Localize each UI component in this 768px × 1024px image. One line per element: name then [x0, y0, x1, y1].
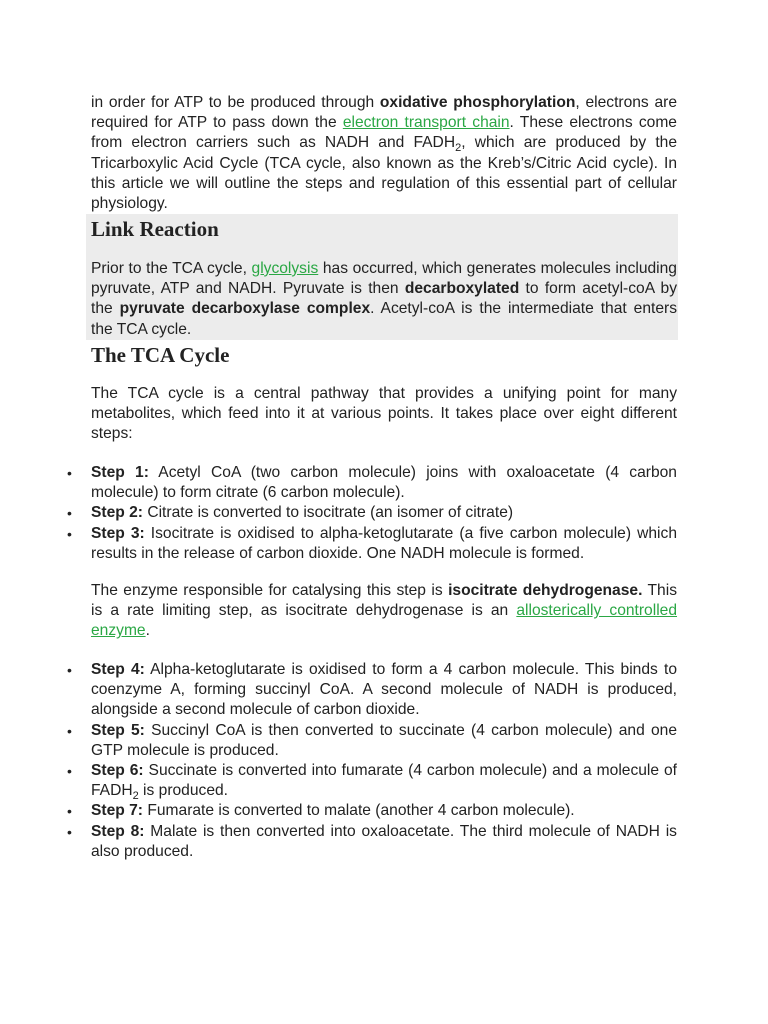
intro-text-4: , which are produced by the Tricarboxylic Acid Cycle (TCA cycle, also known as the Kreb’s/Citric Acid cycle). In this article we will outline the steps and regulation of this essential part of cellular physiology.: [91, 134, 677, 213]
intro-text-2: , electrons are required for ATP to pass down the: [91, 94, 678, 132]
step-label: Step 7:: [91, 802, 143, 820]
glycolysis-link[interactable]: glycolysis: [251, 260, 319, 277]
step-text: Fumarate is converted to malate (another 4 carbon molecule).: [143, 802, 575, 820]
step-label: Step 4:: [91, 661, 145, 678]
tca-steps-list-2: [91, 660, 677, 862]
intro-subscript: 2: [455, 142, 462, 155]
step-label: Step 3:: [91, 524, 145, 542]
step-text: Succinyl CoA is then converted to succinate (4 carbon molecule) and one GTP molecule is produced.: [91, 721, 677, 759]
step-text-2: is produced.: [138, 782, 229, 800]
tca-steps-list-1: [91, 463, 677, 564]
intro-paragraph: [91, 93, 677, 214]
enzyme-text-1: The enzyme responsible for catalysing this step is: [91, 582, 449, 599]
step-label: Step 1:: [91, 464, 149, 481]
step-text: Citrate is converted to isocitrate (an isomer of citrate): [143, 504, 514, 522]
step-label: Step 5:: [91, 721, 145, 739]
link-reaction-bold-complex: pyruvate decarboxylase complex: [119, 300, 371, 318]
electron-transport-chain-link[interactable]: electron transport chain: [342, 114, 510, 132]
enzyme-bold-name: isocitrate dehydrogenase.: [448, 582, 643, 599]
link-reaction-text-3: to form acetyl-coA by the: [91, 280, 677, 318]
step-text: Alpha-ketoglutarate is oxidised to form a 4 carbon molecule. This binds to coenzyme A, forming succinyl CoA. A second molecule of NADH is produced, alongside a second molecule of carbon dioxide.: [91, 661, 677, 719]
link-reaction-text-1: Prior to the TCA cycle,: [91, 260, 252, 277]
list-item: [91, 822, 677, 862]
step-text: Acetyl CoA (two carbon molecule) joins with oxaloacetate (4 carbon molecule) to form citrate (6 carbon molecule).: [91, 464, 677, 502]
allosterically-controlled-enzyme-link[interactable]: allosterically controlled enzyme: [91, 602, 678, 640]
link-reaction-text-4: . Acetyl-coA is the intermediate that enters the TCA cycle.: [91, 300, 678, 338]
step-text: Succinate is converted into fumarate (4 carbon molecule) and a molecule of FADH: [91, 762, 678, 800]
tca-cycle-heading: The TCA Cycle: [91, 343, 230, 367]
list-item: [91, 524, 677, 564]
link-reaction-heading: Link Reaction: [91, 217, 219, 241]
intro-text-1: in order for ATP to be produced through: [91, 94, 380, 111]
step-label: Step 8:: [91, 822, 145, 840]
link-reaction-text-2: has occurred, which generates molecules including pyruvate, ATP and NADH. Pyruvate is then: [91, 260, 677, 298]
step-text: Malate is then converted into oxaloacetate. The third molecule of NADH is also produced.: [91, 822, 677, 860]
enzyme-text-3: .: [145, 622, 150, 640]
list-item: [91, 660, 677, 721]
link-reaction-paragraph: [91, 259, 677, 340]
step-label: Step 2:: [91, 504, 143, 522]
step-label: Step 6:: [91, 762, 144, 780]
intro-text-3: . These electrons come from electron carriers such as NADH and FADH: [91, 114, 677, 152]
link-reaction-bold-decarboxylated: decarboxylated: [404, 280, 520, 298]
enzyme-text-2: This is a rate limiting step, as isocitrate dehydrogenase is an: [91, 582, 677, 620]
intro-bold-oxidative-phosphorylation: oxidative phosphorylation: [379, 94, 576, 111]
list-item: [91, 463, 677, 503]
step-subscript: 2: [132, 790, 139, 803]
enzyme-paragraph: [91, 581, 677, 642]
step-text: Isocitrate is oxidised to alpha-ketoglutarate (a five carbon molecule) which results in the release of carbon dioxide. One NADH molecule is formed.: [91, 524, 677, 562]
list-item: [91, 801, 677, 821]
tca-intro-paragraph: The TCA cycle is a central pathway that provides a unifying point for many metabolites, which feed into it at various points. It takes place over eight different steps:: [91, 385, 677, 443]
list-item: [91, 761, 677, 801]
list-item: [91, 721, 677, 761]
list-item: [91, 503, 677, 523]
